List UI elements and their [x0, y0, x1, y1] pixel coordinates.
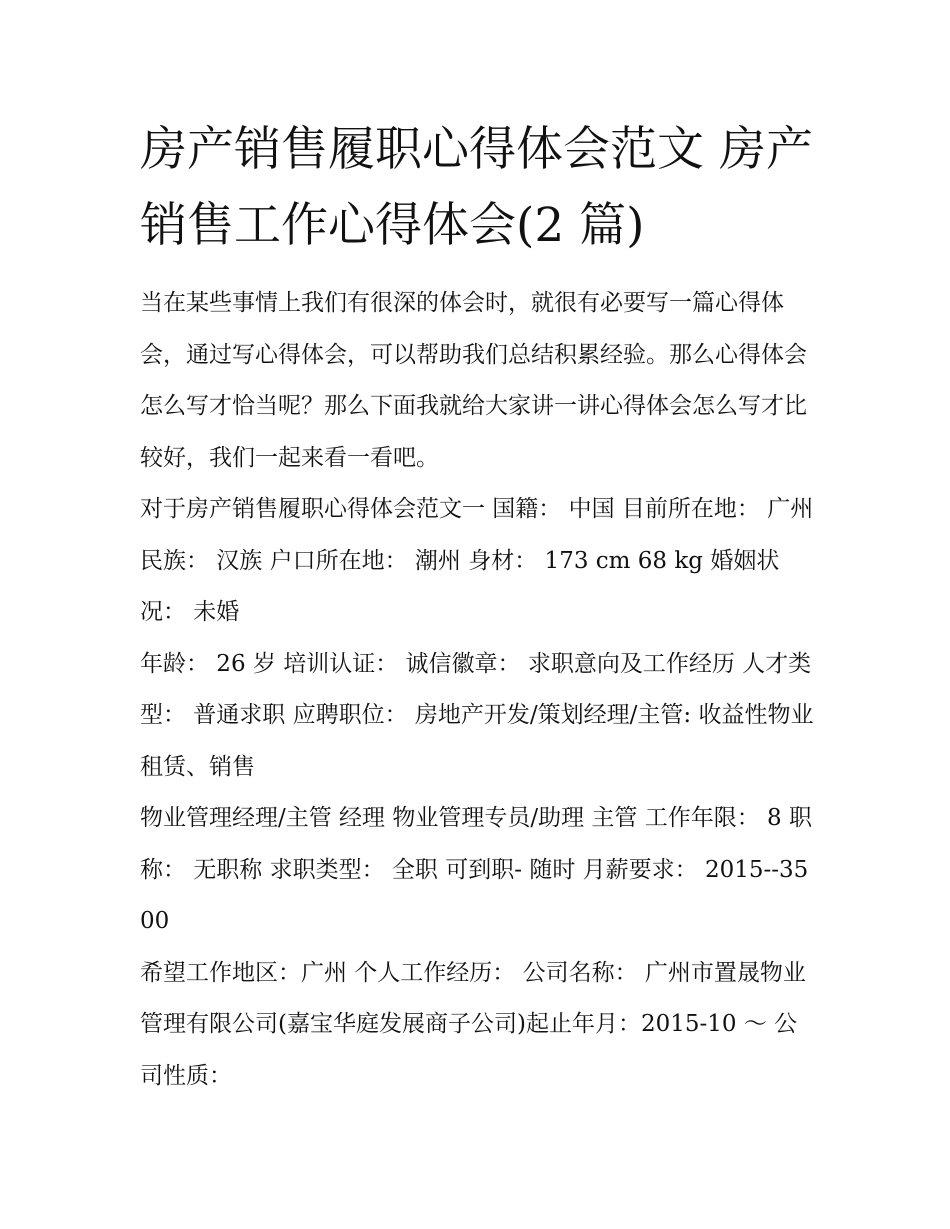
job-intention-paragraph: 年龄： 26 岁 培训认证： 诚信徽章： 求职意向及工作经历 人才类型： 普通求职 应聘职位： 房地产开发/策划经理/主管: 收益性物业租赁、销售 — [140, 650, 814, 780]
position-details-paragraph: 物业管理经理/主管 经理 物业管理专员/助理 主管 工作年限： 8 职称： 无职称 求职类型： 全职 可到职- 随时 月薪要求： 2015--3500 — [140, 805, 812, 934]
document-title: 房产销售履职心得体会范文 房产销售工作心得体会(2 篇) — [140, 122, 813, 253]
document-page — [140, 112, 820, 1102]
work-history-paragraph: 希望工作地区：广州 个人工作经历： 公司名称： 广州市置晟物业管理有限公司(嘉宝华庭发展商子公司)起止年月：2015-10 ～ 公司性质： — [140, 959, 806, 1089]
personal-info-paragraph: 对于房产销售履职心得体会范文一 国籍： 中国 目前所在地： 广州 民族： 汉族 户口所在地： 潮州 身材： 173 cm 68 kg 婚姻状况： 未婚 — [140, 496, 814, 625]
intro-paragraph: 当在某些事情上我们有很深的体会时，就很有必要写一篇心得体会，通过写心得体会，可以帮助我们总结积累经验。那么心得体会怎么写才恰当呢？那么下面我就给大家讲一讲心得体会怎么写才比较好，我们一起来看一看吧。 — [140, 290, 807, 471]
